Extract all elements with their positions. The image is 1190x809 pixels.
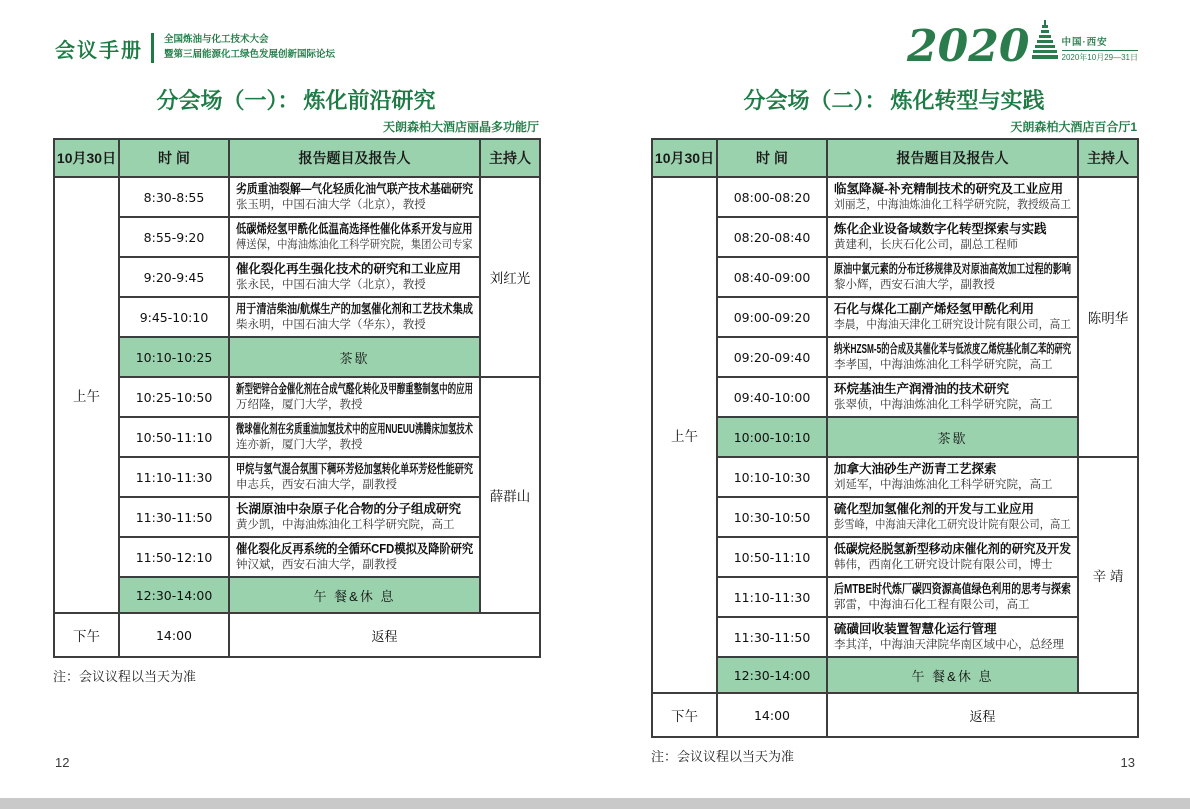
session-title: 硫磺回收装置智慧化运行管理 [834, 622, 997, 637]
topic-cell [827, 217, 1078, 257]
break-cell: 茶歇 [827, 417, 1078, 457]
session-row [652, 337, 1138, 377]
time-cell: 09:20-09:40 [717, 337, 827, 377]
session-title: 炼化企业设备域数字化转型探索与实践 [834, 222, 1047, 237]
session-row [54, 537, 540, 577]
session-title-left [53, 84, 539, 118]
session-speaker: 郭雷，中海油石化工程有限公司，高工 [834, 598, 1030, 611]
time-cell: 8:55-9:20 [119, 217, 229, 257]
session-speaker: 黄少凯，中海油炼油化工科学研究院，高工 [236, 518, 455, 531]
session-row [54, 457, 540, 497]
time-cell: 12:30-14:00 [119, 577, 229, 613]
session-speaker: 黎小辉，西安石油大学，副教授 [834, 278, 995, 291]
topic-cell [827, 497, 1078, 537]
topic-cell [827, 617, 1078, 657]
session-row [652, 377, 1138, 417]
scan-edge-strip [0, 798, 1190, 809]
session-title: 催化裂化再生强化技术的研究和工业应用 [236, 262, 462, 277]
period-afternoon-cell: 下午 [54, 613, 119, 657]
time-cell: 9:20-9:45 [119, 257, 229, 297]
topic-cell [229, 417, 480, 457]
session-speaker: 万绍隆，厦门大学，教授 [236, 398, 363, 411]
session-speaker: 钟汉斌，西安石油大学，副教授 [236, 558, 397, 571]
page-right [651, 84, 1137, 765]
time-cell: 08:20-08:40 [717, 217, 827, 257]
session-title: 加拿大油砂生产沥青工艺探索 [834, 462, 997, 477]
logo-year: 2020 [907, 21, 1030, 73]
session-row [652, 217, 1138, 257]
session-speaker: 柴永明，中国石油大学（华东），教授 [236, 318, 426, 331]
session-speaker: 张翠侦，中海油炼油化工科学研究院，高工 [834, 398, 1053, 411]
brand-header [55, 33, 335, 63]
note-left: 注：会议议程以当天为准 [53, 669, 197, 684]
session-row [652, 577, 1138, 617]
logo-dates: 2020年10月29—31日 [1062, 50, 1139, 63]
note-right: 注：会议议程以当天为准 [651, 749, 795, 764]
session-row [652, 457, 1138, 497]
time-cell: 10:30-10:50 [717, 497, 827, 537]
time-cell: 11:10-11:30 [119, 457, 229, 497]
time-cell: 9:45-10:10 [119, 297, 229, 337]
topic-cell [229, 537, 480, 577]
session-speaker: 韩伟，西南化工研究设计院有限公司，博士 [834, 558, 1053, 571]
break-cell: 茶歇 [229, 337, 480, 377]
session-row [54, 257, 540, 297]
break-row [652, 417, 1138, 457]
time-cell: 11:50-12:10 [119, 537, 229, 577]
session-row [54, 177, 540, 217]
session-row [54, 377, 540, 417]
time-cell: 10:10-10:30 [717, 457, 827, 497]
topic-cell [229, 497, 480, 537]
chair-cell: 刘红光 [480, 177, 540, 377]
return-row [54, 613, 540, 657]
session-title: 临氢降凝-补充精制技术的研究及工业应用 [834, 182, 1064, 197]
session-title-right [651, 84, 1137, 118]
session-row [652, 297, 1138, 337]
logo-meta [1062, 34, 1139, 63]
session-row [54, 417, 540, 457]
session-row [652, 537, 1138, 577]
session-title-prefix: 分会场（一）： [156, 88, 300, 113]
topic-cell [827, 297, 1078, 337]
session-row [652, 257, 1138, 297]
session-title: 劣质重油裂解—气化轻质化油气联产技术基础研究 [236, 182, 474, 197]
period-morning-cell: 上午 [652, 177, 717, 693]
time-cell: 09:40-10:00 [717, 377, 827, 417]
column-header: 时 间 [717, 139, 827, 177]
topic-cell [827, 457, 1078, 497]
session-speaker: 李晨，中海油天津化工研究设计院有限公司，高工 [834, 318, 1071, 331]
session-title: 催化裂化反再系统的全循环CFD模拟及降阶研究 [236, 542, 474, 557]
topic-cell [229, 217, 480, 257]
topic-cell [827, 577, 1078, 617]
topic-cell [827, 337, 1078, 377]
chair-cell: 薛群山 [480, 377, 540, 613]
period-morning-cell: 上午 [54, 177, 119, 613]
topic-cell [827, 537, 1078, 577]
time-cell: 8:30-8:55 [119, 177, 229, 217]
return-cell: 返程 [827, 693, 1138, 737]
time-cell: 11:10-11:30 [717, 577, 827, 617]
session-title-main: 炼化转型与实践 [890, 88, 1045, 113]
session-title: 石化与煤化工副产烯烃氢甲酰化利用 [834, 302, 1035, 317]
break-cell: 午 餐&休 息 [827, 657, 1078, 693]
event-logo [907, 20, 1138, 73]
session-row [652, 617, 1138, 657]
session-title-prefix: 分会场（二）： [743, 88, 887, 113]
time-cell: 10:50-11:10 [119, 417, 229, 457]
topic-cell [229, 297, 480, 337]
session-speaker: 黄建利，长庆石化公司，副总工程师 [834, 238, 1018, 251]
break-row [54, 577, 540, 613]
break-cell: 午 餐&休 息 [229, 577, 480, 613]
session-speaker: 傅送保，中海油炼油化工科学研究院，集团公司专家 [236, 238, 473, 251]
time-cell: 08:40-09:00 [717, 257, 827, 297]
session-title: 甲烷与氢气混合氛围下稠环芳烃加氢转化单环芳烃性能研究 [236, 462, 474, 477]
session-title: 原油中氯元素的分布迁移规律及对原油高效加工过程的影响 [834, 262, 1072, 277]
chair-cell: 陈明华 [1078, 177, 1138, 457]
time-cell: 14:00 [717, 693, 827, 737]
brand-subtitle-line1: 全国炼油与化工技术大会 [164, 34, 269, 46]
session-speaker: 连亦新，厦门大学，教授 [236, 438, 363, 451]
session-title: 长湖原油中杂原子化合物的分子组成研究 [236, 502, 462, 517]
break-row [54, 337, 540, 377]
topic-cell [229, 377, 480, 417]
session-speaker: 李孝国，中海油炼油化工科学研究院，高工 [834, 358, 1053, 371]
session-speaker: 李其洋，中海油天津院华南区域中心，总经理 [834, 638, 1064, 651]
brand-subtitle-line2: 暨第三届能源化工绿色发展创新国际论坛 [164, 49, 336, 60]
column-header: 报告题目及报告人 [827, 139, 1078, 177]
logo-location: 中国·西安 [1061, 37, 1108, 48]
brand-divider [151, 33, 154, 63]
topic-cell [229, 257, 480, 297]
session-title: 低碳烯烃氢甲酰化低温高选择性催化体系开发与应用 [236, 222, 473, 237]
schedule-table [53, 138, 541, 658]
topic-cell [827, 177, 1078, 217]
session-row [54, 217, 540, 257]
schedule-table-container-left [53, 138, 539, 658]
time-cell: 12:30-14:00 [717, 657, 827, 693]
period-afternoon-cell: 下午 [652, 693, 717, 737]
break-row [652, 657, 1138, 693]
session-speaker: 张永民，中国石油大学（北京），教授 [236, 278, 426, 291]
page-left [53, 84, 539, 685]
session-row [652, 497, 1138, 537]
time-cell: 11:30-11:50 [119, 497, 229, 537]
session-speaker: 刘丽芝，中海油炼油化工科学研究院，教授级高工 [834, 198, 1071, 211]
time-cell: 08:00-08:20 [717, 177, 827, 217]
session-title: 新型钯锌合金催化剂在合成气醛化转化及甲醇重整制氢中的应用 [236, 382, 474, 397]
return-row [652, 693, 1138, 737]
time-cell: 10:00-10:10 [717, 417, 827, 457]
session-speaker: 申志兵，西安石油大学，副教授 [236, 478, 397, 491]
topic-cell [229, 457, 480, 497]
session-title: 后MTBE时代炼厂碳四资源高值绿色利用的思考与探索 [834, 582, 1071, 597]
topic-cell [827, 257, 1078, 297]
session-title: 低碳烷烃脱氢新型移动床催化剂的研究及开发 [834, 542, 1072, 557]
column-header: 时 间 [119, 139, 229, 177]
session-speaker: 彭雪峰，中海油天津化工研究设计院有限公司，高工 [834, 518, 1071, 531]
session-title-main: 炼化前沿研究 [303, 88, 436, 113]
session-row [54, 497, 540, 537]
schedule-table-container-right [651, 138, 1137, 738]
schedule-table [651, 138, 1139, 738]
time-cell: 10:10-10:25 [119, 337, 229, 377]
venue-left: 天朗森柏大酒店丽晶多功能厅 [382, 120, 539, 134]
session-speaker: 张玉明，中国石油大学（北京），教授 [236, 198, 426, 211]
column-header: 10月30日 [54, 139, 119, 177]
time-cell: 14:00 [119, 613, 229, 657]
brand-subtitle [164, 33, 335, 62]
session-title: 微球催化剂在劣质重油加氢技术中的应用NUEUU沸腾床加氢技术 [236, 422, 473, 437]
chair-cell: 辛 靖 [1078, 457, 1138, 693]
column-header: 报告题目及报告人 [229, 139, 480, 177]
column-header: 主持人 [480, 139, 540, 177]
session-row [54, 297, 540, 337]
session-title: 环烷基油生产润滑油的技术研究 [834, 382, 1010, 397]
session-row [652, 177, 1138, 217]
time-cell: 09:00-09:20 [717, 297, 827, 337]
venue-right: 天朗森柏大酒店百合厅1 [1010, 120, 1137, 134]
time-cell: 11:30-11:50 [717, 617, 827, 657]
session-title: 纳米HZSM-5的合成及其催化苯与低浓度乙烯烷基化制乙苯的研究 [834, 342, 1072, 357]
session-title: 用于清洁柴油/航煤生产的加氢催化剂和工艺技术集成 [236, 302, 473, 317]
handbook-title: 会议手册 [55, 39, 143, 62]
page-number-left: 12 [55, 755, 70, 770]
return-cell: 返程 [229, 613, 540, 657]
topic-cell [229, 177, 480, 217]
time-cell: 10:50-11:10 [717, 537, 827, 577]
session-title: 硫化型加氢催化剂的开发与工业应用 [834, 502, 1035, 517]
topic-cell [827, 377, 1078, 417]
column-header: 10月30日 [652, 139, 717, 177]
column-header: 主持人 [1078, 139, 1138, 177]
pagoda-icon [1032, 20, 1058, 65]
session-speaker: 刘延军，中海油炼油化工科学研究院，高工 [834, 478, 1053, 491]
time-cell: 10:25-10:50 [119, 377, 229, 417]
page-number-right: 13 [1120, 755, 1135, 770]
